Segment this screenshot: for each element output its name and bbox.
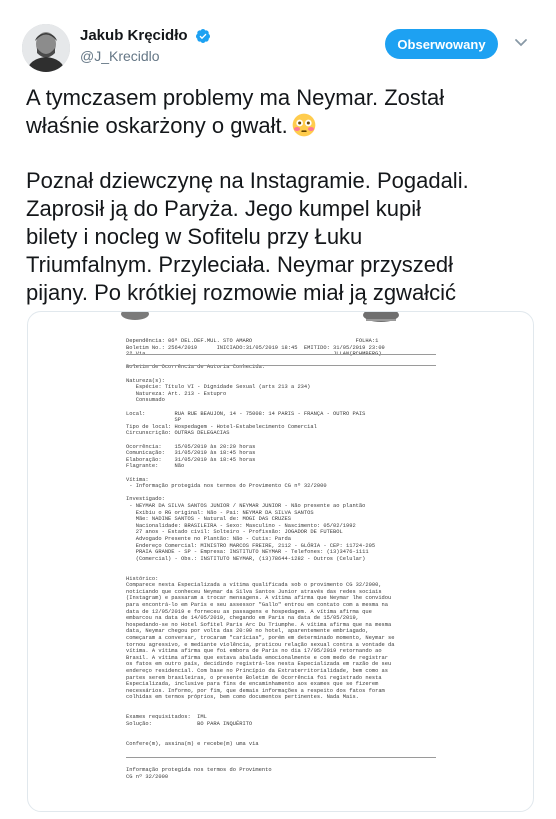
document-line: Boletim de Ocorrência de Autoria Conhecida.: [126, 364, 266, 371]
document-line: necessários. Informo, por fim, que demais informações a respeito dos fatos foram: [126, 687, 385, 694]
document-line: Endereço Comercial: MINISTRO MARCOS FREIRE, 2112 - GLÓRIA - CEP: 11724-205: [126, 542, 376, 549]
document-line: para encontrá-lo em Paris e seu assessor "Gallo" entrou em contato com a mesma na: [126, 602, 389, 608]
paragraph-gap: [26, 140, 536, 167]
document-line: data de 12/05/2019 e forneceu as passagens e hospedagem. A vítima afirma que: [126, 608, 372, 615]
document-line: Local: RUA RUE BEAUJON, 14 - 75008: 14 PARIS - FRANÇA - OUTRO PAIS: [126, 410, 366, 417]
verified-badge-icon: [195, 28, 211, 44]
document-line: Brasil. A vítima afirma que estava abalada emocionalmente e com medo de registrar: [126, 654, 389, 661]
document-rule: [126, 354, 436, 355]
document-line: Circunscrição: OUTRAS DELEGACIAS: [126, 430, 230, 437]
document-line: Histórico:: [126, 575, 159, 582]
document-line: Comunicação: 31/05/2019 às 18:45 horas: [126, 450, 256, 457]
document-line: CG nº 32/2000: [126, 773, 169, 780]
document-line: Exibiu o RG original: Não - Pai: NEYMAR DA SILVA SANTOS: [126, 509, 314, 516]
document-line: vítima. A vítima afirma que foi embora de Paris no dia 17/05/2019 retornando ao: [126, 648, 382, 655]
document-line: noticiando que conheceu Neymar da Silva Santos Junior através das redes sociais: [126, 588, 382, 595]
document-line: os fatos em outro país, decidindo registrá-los nesta Especializada em razão de seu: [126, 661, 392, 668]
document-line: Boletim No.: 2564/2019 INICIADO:31/05/2019 18:45 EMITIDO: 31/05/2019 23:09: [126, 344, 385, 351]
document-line: - NEYMAR DA SILVA SANTOS JUNIOR / NEYMAR JUNIOR - Não presente ao plantão: [126, 503, 366, 509]
document-line: tornou agressivo, e mediante violência, praticou relação sexual contra a vontade da: [126, 641, 395, 648]
author-display-name[interactable]: Jakub Kręcidło: [80, 27, 188, 45]
tweet-line: właśnie oskarżony o gwałt.: [26, 113, 288, 138]
tweet-line: Zaprosił ją do Paryża. Jego kumpel kupił: [26, 196, 421, 221]
document-line: Consumado: [126, 397, 165, 404]
author-handle[interactable]: @J_Krecidlo: [80, 48, 160, 64]
avatar-photo-icon: [22, 24, 70, 72]
document-line: (Instagram) e passaram a trocar mensagens. A vítima afirma que Neymar lhe convidou: [126, 595, 392, 602]
document-line: Vítima:: [126, 476, 149, 483]
document-line: Flagrante: Não: [126, 463, 185, 470]
tweet-header: [0, 0, 556, 80]
document-line: Investigado:: [126, 496, 165, 503]
document-line: Mãe: NADINE SANTOS - Natural de: MOGI DAS CRUZES: [126, 516, 291, 523]
document-rule: [126, 757, 436, 758]
document-line: Advogado Presente no Plantão: Não - Cutis: Parda: [126, 536, 291, 542]
tweet-line: bilety i nocleg w Sofitelu przy Łuku: [26, 224, 363, 249]
document-line: Informação protegida nos termos do Provimento: [126, 767, 272, 773]
document-rule: [126, 365, 436, 366]
flushed-face-emoji-icon: [292, 113, 316, 137]
document-line: hospedando-se no Hotel Sofitel Paris Arc Du Triumphe. A vítima afirma que na mesma: [126, 621, 392, 628]
document-line: Comparece nesta Especializada a vítima qualificada sob o provimento CG 32/2000,: [126, 582, 382, 589]
document-line: Tipo de local: Hospedagem - Hotel-Estabelecimento Comercial: [126, 423, 317, 430]
chevron-down-icon[interactable]: [514, 38, 528, 48]
document-line: PRAIA GRANDE - SP - Empresa: INSTITUTO NEYMAR - Telefones: (13)3476-1111: [126, 549, 369, 556]
document-line: endereço residencial. Com base no Princípio da Extraterritorialidade, bem como as: [126, 668, 389, 674]
document-line: 27 anos - Estado civil: Solteiro - Profissão: JOGADOR DE FUTEBOL: [126, 529, 343, 536]
tweet-line: Poznał dziewczynę na Instagramie. Pogadali.: [26, 168, 469, 193]
document-line: SP: [126, 417, 181, 424]
document-line: Elaboração: 31/05/2019 às 18:45 horas: [126, 456, 256, 463]
document-line: Nacionalidade: BRASILEIRA - Sexo: Masculino - Nascimento: 05/02/1992: [126, 522, 356, 529]
document-line: Exames requisitados: IML: [126, 714, 207, 721]
document-line: (Comercial) - Obs.: INSTITUTO NEYMAR, (13)78644-1282 - Outros (Celular): [126, 555, 366, 562]
document-line: - Informação protegida nos termos do Provimento CG nº 32/2000: [126, 483, 327, 490]
document-line: 2ª Via JLLAN(RCHMBERG): [126, 351, 382, 358]
document-line: começaram a conversar, trocaram "carícias", porém em determinado momento, Neymar se: [126, 635, 395, 641]
document-line: Confere(m), assina(m) e recebe(m) uma via: [126, 740, 259, 747]
document-line: partes serem brasileiras, o presente Boletim de Ocorrência foi registrado nesta: [126, 674, 382, 681]
tweet-media-image[interactable]: [27, 311, 534, 812]
tweet-line-with-emoji: [26, 112, 536, 140]
tweet-line: Triumfalnym. Przyleciała. Neymar przyszedł: [26, 252, 454, 277]
avatar[interactable]: [22, 24, 70, 72]
document-line: Natureza: Art. 213 - Estupro: [126, 390, 227, 397]
document-line: colhidas em termos próprios, bem como documentos pertinentes. Nada Mais.: [126, 694, 359, 701]
follow-button[interactable]: Obserwowany: [385, 29, 498, 59]
document-line: embarcou na data de 14/05/2019, chegando em Paris na data de 15/05/2019,: [126, 615, 359, 622]
document-line: Natureza(s):: [126, 377, 165, 384]
document-line: data, Neymar chegou por volta das 20:00 no hotel, aparentemente embriagado,: [126, 628, 369, 635]
author-name-row: [80, 27, 211, 45]
document-line: Especializada, inclusive para fins de encaminhamento aos exames que se fizerem: [126, 681, 379, 688]
tweet-text: [26, 84, 536, 307]
police-report-document: [28, 312, 534, 812]
tweet-line: A tymczasem problemy ma Neymar. Został: [26, 85, 445, 110]
tweet-line: pijany. Po krótkiej rozmowie miał ją zgwałcić: [26, 280, 456, 305]
document-line: Dependência: 06ª DEL.DEF.MUL. STO AMARO FOLHA:1: [126, 338, 379, 344]
document-line: Ocorrência: 15/05/2019 às 20:20 horas: [126, 443, 256, 450]
document-line: Espécie: Título VI - Dignidade Sexual (arts 213 a 234): [126, 384, 311, 391]
document-line: Solução: BO PARA INQUÉRITO: [126, 720, 253, 727]
